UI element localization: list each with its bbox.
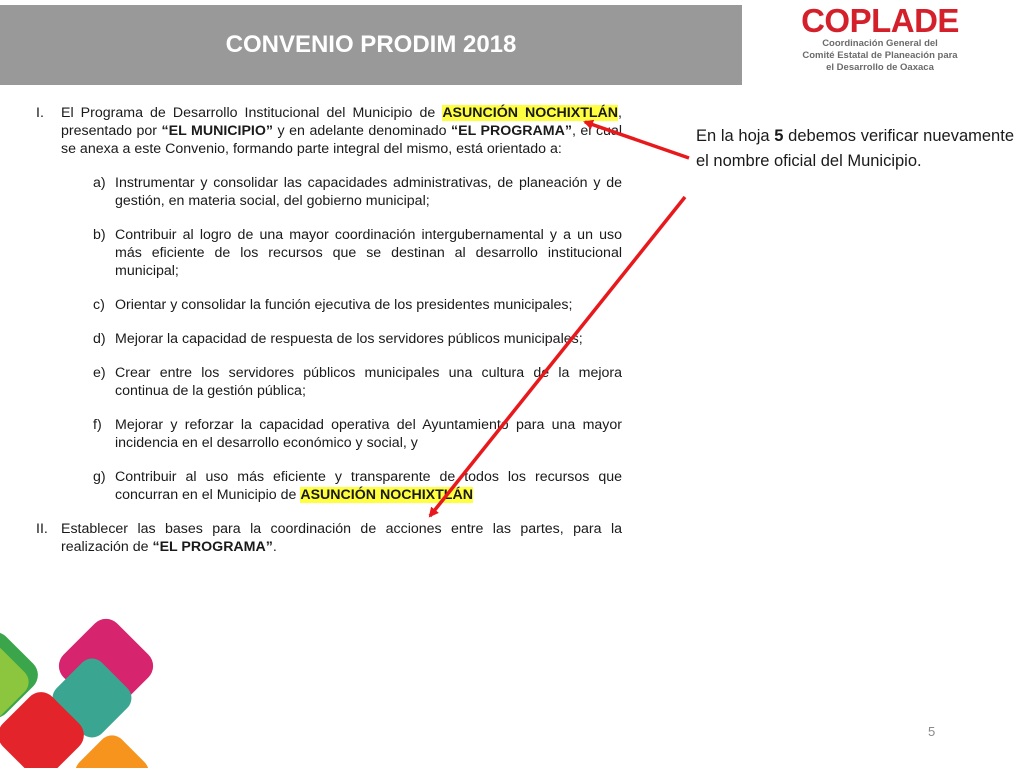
item-letter: b) [93, 227, 106, 243]
page-number: 5 [928, 724, 936, 739]
item-text: Mejorar la capacidad de respuesta de los servidores públicos municipales; [115, 331, 583, 347]
clause-text: , el cual se anexa a este Convenio, formando parte integral del mismo, está orientado a: [61, 123, 622, 157]
bold-term: “EL MUNICIPIO” [161, 123, 274, 139]
note-text: debemos verificar nuevamente el nombre oficial del Municipio. [696, 127, 1014, 170]
logo-wordmark: COPLADE [801, 2, 959, 39]
item-text: Crear entre los servidores públicos municipales una cultura de la mejora continua de la gestión pública; [115, 365, 622, 399]
item-letter: a) [93, 175, 106, 191]
bold-term: “EL PROGRAMA” [451, 123, 572, 139]
item-letter: c) [93, 297, 105, 313]
item-letter: g) [93, 469, 106, 485]
highlighted-municipality: ASUNCIÓN NOCHIXTLÁN [300, 487, 473, 503]
clause-text: El Programa de Desarrollo Institucional del Municipio de [61, 105, 443, 121]
clause-text: , presentado por [61, 105, 622, 139]
item-text: Instrumentar y consolidar las capacidades administrativas, de planeación y de gestión, en materia social, del gobierno municipal; [115, 175, 622, 209]
item-text: Contribuir al logro de una mayor coordinación intergubernamental y a un uso más eficiente de los recursos que se destinan al desarrollo institucional municipal; [115, 227, 622, 279]
item-text: Mejorar y reforzar la capacidad operativa del Ayuntamiento para una mayor incidencia en el desarrollo económico y social, y [115, 417, 622, 451]
clause-text: . [272, 539, 277, 555]
note-text: En la hoja [696, 127, 775, 145]
note-page-number: 5 [774, 127, 784, 145]
logo-line-1: Coordinación General del [822, 38, 938, 49]
clause-number: II. [36, 521, 48, 537]
clause-text: y en adelante denominado [273, 123, 452, 139]
item-text: Contribuir al uso más eficiente y transparente de todos los recursos que concurran en el Municipio de [115, 469, 622, 503]
item-letter: f) [93, 417, 102, 433]
highlighted-municipality: ASUNCIÓN NOCHIXTLÁN [442, 105, 619, 121]
logo-line-3: el Desarrollo de Oaxaca [826, 62, 934, 73]
bold-term: “EL PROGRAMA” [152, 539, 273, 555]
clause-number: I. [36, 105, 44, 121]
clause-text: Establecer las bases para la coordinación de acciones entre las partes, para la realización de [61, 521, 622, 555]
arrow-to-header-name [585, 122, 689, 158]
slide-title: CONVENIO PRODIM 2018 [225, 31, 517, 58]
item-letter: e) [93, 365, 106, 381]
logo-line-2: Comité Estatal de Planeación para [802, 50, 958, 61]
arrow-to-item-g-name [430, 197, 685, 516]
decorative-tiles [0, 600, 180, 768]
item-text: Orientar y consolidar la función ejecutiva de los presidentes municipales; [115, 297, 573, 313]
item-letter: d) [93, 331, 106, 347]
